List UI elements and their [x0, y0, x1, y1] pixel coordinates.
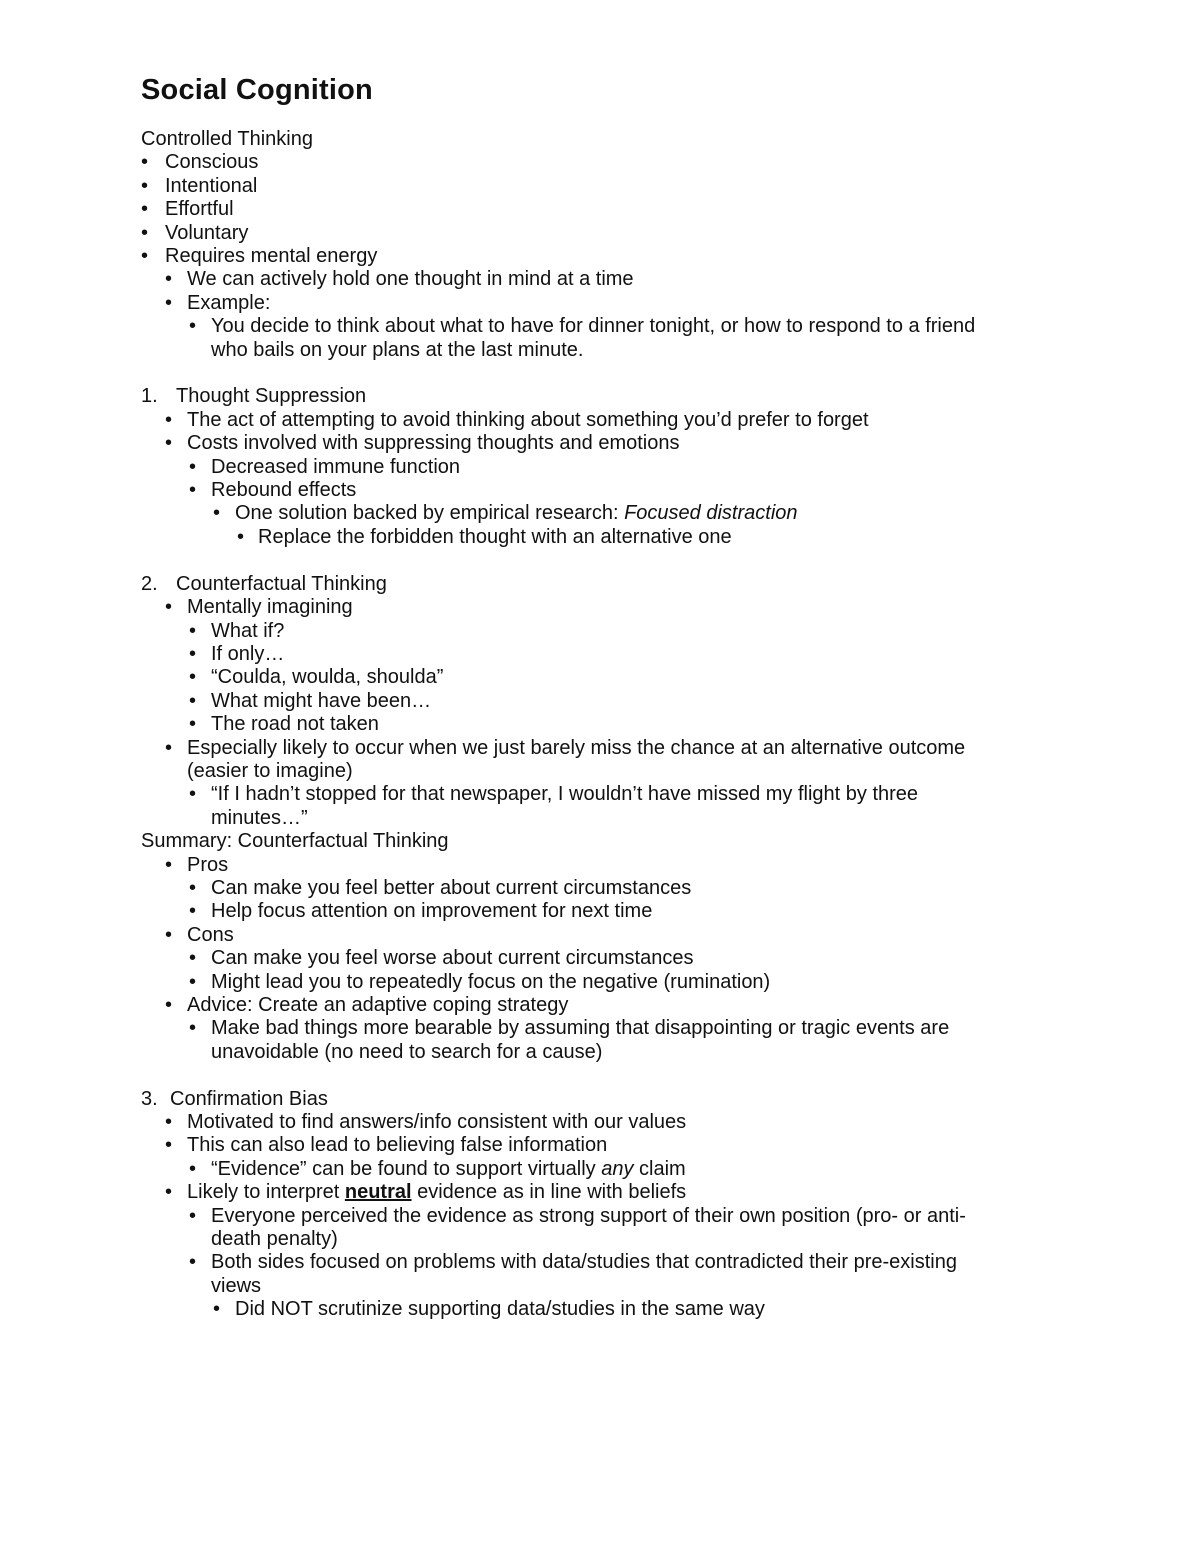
list-item	[141, 1134, 1081, 1157]
item-text: claim	[633, 1157, 686, 1180]
bullet: •	[189, 1251, 197, 1274]
item-text: unavoidable (no need to search for a cause)	[211, 1040, 603, 1063]
item-text: Cons	[187, 923, 234, 946]
bullet: •	[165, 596, 173, 619]
bullet: •	[213, 502, 221, 525]
list-item	[141, 643, 1081, 666]
list-item	[141, 900, 1081, 923]
item-text: “Coulda, woulda, shoulda”	[211, 666, 444, 689]
item-text: Requires mental energy	[165, 245, 378, 268]
item-text: What if?	[211, 619, 285, 642]
emphasis-text: Focused distraction	[624, 502, 798, 525]
list-item	[141, 1251, 1081, 1274]
bullet: •	[189, 455, 197, 478]
item-text: death penalty)	[211, 1228, 338, 1251]
bullet: •	[213, 1298, 221, 1321]
list-item	[141, 198, 1081, 221]
list-item	[141, 1158, 1081, 1181]
item-text: (easier to imagine)	[187, 759, 353, 782]
list-item	[141, 690, 1081, 713]
bullet: •	[165, 291, 173, 314]
item-text: views	[211, 1274, 262, 1297]
bullet: •	[189, 666, 197, 689]
list-item	[141, 456, 1081, 479]
section-heading-counterfactual	[141, 573, 1081, 596]
item-text: Help focus attention on improvement for next time	[211, 900, 653, 923]
bullet: •	[189, 479, 197, 502]
bullet: •	[189, 1157, 197, 1180]
item-text: Voluntary	[165, 221, 249, 244]
list-item	[141, 315, 1081, 338]
list-item	[141, 877, 1081, 900]
list-item	[141, 292, 1081, 315]
item-text: Advice: Create an adaptive coping strategy	[187, 994, 569, 1016]
item-text: evidence as in line with beliefs	[411, 1181, 687, 1204]
bullet: •	[189, 783, 197, 806]
item-text: The act of attempting to avoid thinking about something you’d prefer to forget	[187, 408, 869, 431]
list-item	[141, 151, 1081, 174]
list-item	[141, 620, 1081, 643]
list-item	[141, 502, 1081, 525]
item-text: Conscious	[165, 151, 259, 174]
list-item	[141, 713, 1081, 736]
item-text: Decreased immune function	[211, 455, 461, 478]
item-text: Can make you feel worse about current circumstances	[211, 947, 694, 970]
bullet: •	[165, 736, 173, 759]
section-heading-suppression	[141, 385, 1081, 408]
list-item-continuation	[141, 339, 1081, 362]
item-text: Example:	[187, 291, 271, 314]
page-title: Social Cognition	[141, 74, 373, 106]
bullet: •	[189, 1017, 197, 1040]
heading-text: Thought Suppression	[176, 385, 367, 408]
bullet: •	[189, 900, 197, 923]
bullet: •	[165, 432, 173, 455]
bullet: •	[141, 221, 149, 244]
item-text: Replace the forbidden thought with an alternative one	[258, 525, 732, 548]
list-item	[141, 783, 1081, 806]
item-text: If only…	[211, 642, 285, 665]
list-item	[141, 994, 1081, 1017]
item-text: Motivated to find answers/info consistent with our values	[187, 1111, 687, 1134]
list-item	[141, 924, 1081, 947]
item-text: Everyone perceived the evidence as strong support of their own position (pro- or anti-	[211, 1204, 966, 1227]
list-item	[141, 245, 1081, 268]
list-item	[141, 1205, 1081, 1228]
document-page	[141, 70, 1081, 1322]
section-number: 1.	[141, 385, 158, 408]
bullet: •	[189, 642, 197, 665]
list-item	[141, 666, 1081, 689]
list-item	[141, 737, 1081, 760]
heading-text: Counterfactual Thinking	[176, 572, 387, 595]
bullet: •	[189, 876, 197, 899]
list-item	[141, 1298, 1081, 1321]
list-item	[141, 409, 1081, 432]
list-item	[141, 971, 1081, 994]
bullet: •	[141, 174, 149, 197]
bullet: •	[165, 1134, 173, 1157]
item-text: We can actively hold one thought in mind at a time	[187, 268, 634, 291]
bullet: •	[189, 315, 197, 338]
section-heading-confirmation	[141, 1088, 1081, 1111]
list-item-continuation	[141, 760, 1081, 783]
item-text: Likely to interpret	[187, 1181, 345, 1204]
item-text: Effortful	[165, 198, 234, 221]
list-item-continuation	[141, 1041, 1081, 1064]
item-text: Intentional	[165, 174, 258, 197]
item-text: Rebound effects	[211, 479, 357, 502]
section-number: 3.	[141, 1087, 158, 1110]
item-text: Especially likely to occur when we just barely miss the chance at an alternative outcome	[187, 736, 966, 759]
bullet: •	[237, 525, 245, 548]
list-item-continuation	[141, 1275, 1081, 1298]
item-text: One solution backed by empirical research:	[235, 502, 625, 525]
bullet: •	[165, 1181, 173, 1204]
item-text: You decide to think about what to have for dinner tonight, or how to respond to a friend	[211, 315, 976, 338]
bullet: •	[165, 994, 173, 1016]
bullet: •	[165, 408, 173, 431]
bullet: •	[141, 151, 149, 174]
list-item	[141, 1181, 1081, 1204]
item-text: The road not taken	[211, 713, 379, 736]
item-text: Mentally imagining	[187, 596, 353, 619]
item-text: Both sides focused on problems with data/studies that contradicted their pre-existing	[211, 1251, 957, 1274]
item-text: Make bad things more bearable by assuming that disappointing or tragic events are	[211, 1017, 950, 1040]
bullet: •	[189, 689, 197, 712]
list-item	[141, 268, 1081, 291]
item-text: “If I hadn’t stopped for that newspaper, I wouldn’t have missed my flight by three	[211, 783, 919, 806]
item-text: “Evidence” can be found to support virtually	[211, 1157, 602, 1180]
list-item	[141, 432, 1081, 455]
list-item	[141, 222, 1081, 245]
item-text: This can also lead to believing false information	[187, 1134, 608, 1157]
list-item	[141, 854, 1081, 877]
list-item	[141, 526, 1081, 549]
list-item	[141, 175, 1081, 198]
emphasis-text: neutral	[344, 1181, 412, 1204]
item-text: What might have been…	[211, 689, 432, 712]
list-item	[141, 1111, 1081, 1134]
list-item	[141, 1017, 1081, 1040]
item-text: Might lead you to repeatedly focus on the negative (rumination)	[211, 970, 771, 993]
bullet: •	[141, 198, 149, 221]
list-item-continuation	[141, 1228, 1081, 1251]
bullet: •	[189, 713, 197, 736]
bullet: •	[165, 923, 173, 946]
item-text: Can make you feel better about current circumstances	[211, 876, 692, 899]
bullet: •	[189, 619, 197, 642]
heading-text: Confirmation Bias	[170, 1087, 328, 1110]
bullet: •	[189, 947, 197, 970]
bullet: •	[189, 1204, 197, 1227]
item-text: who bails on your plans at the last minute.	[211, 338, 584, 361]
list-item	[141, 947, 1081, 970]
bullet: •	[189, 970, 197, 993]
bullet: •	[165, 1111, 173, 1134]
bullet: •	[165, 268, 173, 291]
emphasis-text: any	[601, 1157, 634, 1180]
list-item	[141, 479, 1081, 502]
section-heading-controlled: Controlled Thinking	[141, 128, 313, 150]
bullet: •	[141, 245, 149, 268]
item-text: minutes…”	[211, 806, 308, 829]
item-text: Did NOT scrutinize supporting data/studies in the same way	[235, 1298, 765, 1321]
list-item-continuation	[141, 807, 1081, 830]
bullet: •	[165, 853, 173, 876]
section-number: 2.	[141, 572, 158, 595]
section-heading-summary: Summary: Counterfactual Thinking	[141, 830, 449, 853]
item-text: Costs involved with suppressing thoughts and emotions	[187, 432, 680, 455]
list-item	[141, 596, 1081, 619]
item-text: Pros	[187, 853, 229, 876]
